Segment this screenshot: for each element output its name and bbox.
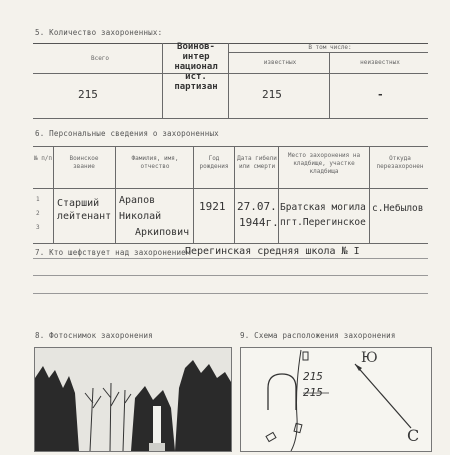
section-8-title: 8. Фотоснимок захоронения <box>35 331 153 340</box>
known-value: 215 <box>262 88 282 101</box>
col-total-header: Всего <box>90 55 110 62</box>
rank-line-2: лейтенант <box>57 211 112 222</box>
death-date-2: 1944г. <box>239 216 279 229</box>
col-known-header: известных <box>263 59 297 66</box>
section-5-title: 5. Количество захороненных: <box>35 28 163 37</box>
header-name: Фамилия, имя, отчество <box>131 155 179 170</box>
row-num-3: 3 <box>36 224 40 231</box>
section-7-title: 7. Кто шефствует над захоронением <box>35 248 191 257</box>
row-num-2: 2 <box>36 210 40 217</box>
header-death: Дата гибели или смерти <box>237 155 277 170</box>
unknown-value: - <box>377 88 384 101</box>
col-partisans-header: Воинов-интер национал ист. партизан <box>174 42 218 92</box>
rank-line-1: Старший <box>57 198 100 209</box>
scheme-north-label: Ю <box>361 350 378 366</box>
section-6-title: 6. Персональные сведения о захороненных <box>35 129 219 138</box>
birth-year: 1921 <box>199 200 226 213</box>
place-line-2: пгт.Перегинское <box>280 217 366 228</box>
section-9-title: 9. Схема расположения захоронения <box>240 331 396 340</box>
origin-value: с.Небылов <box>372 203 424 214</box>
location-scheme <box>240 347 432 452</box>
header-place: Место захоронения на кладбище, участке кладбища <box>287 152 361 175</box>
name-line-1: Арапов <box>119 195 156 206</box>
header-origin: Откуда перезахоронен <box>376 155 424 170</box>
header-birth: Год рождения <box>199 155 229 170</box>
death-date-1: 27.07. <box>237 200 277 213</box>
place-line-1: Братская могила <box>280 202 366 213</box>
col-including-header: В том числе: <box>308 44 352 51</box>
row-num-1: 1 <box>36 196 40 203</box>
patron-value: Перегинская средняя школа № I <box>185 246 360 257</box>
header-rank: Воинское звание <box>69 155 99 170</box>
name-line-2: Николай <box>119 211 162 222</box>
grave-photo <box>34 347 232 452</box>
scheme-south-label: С <box>407 426 420 445</box>
scheme-fraction-top: 215 <box>303 370 323 383</box>
total-value: 215 <box>78 88 98 101</box>
col-unknown-header: неизвестных <box>360 59 400 66</box>
header-num: № п/п <box>33 155 53 162</box>
name-line-3: Аркипович <box>135 227 190 238</box>
scheme-fraction-bottom: 215 <box>303 386 323 399</box>
